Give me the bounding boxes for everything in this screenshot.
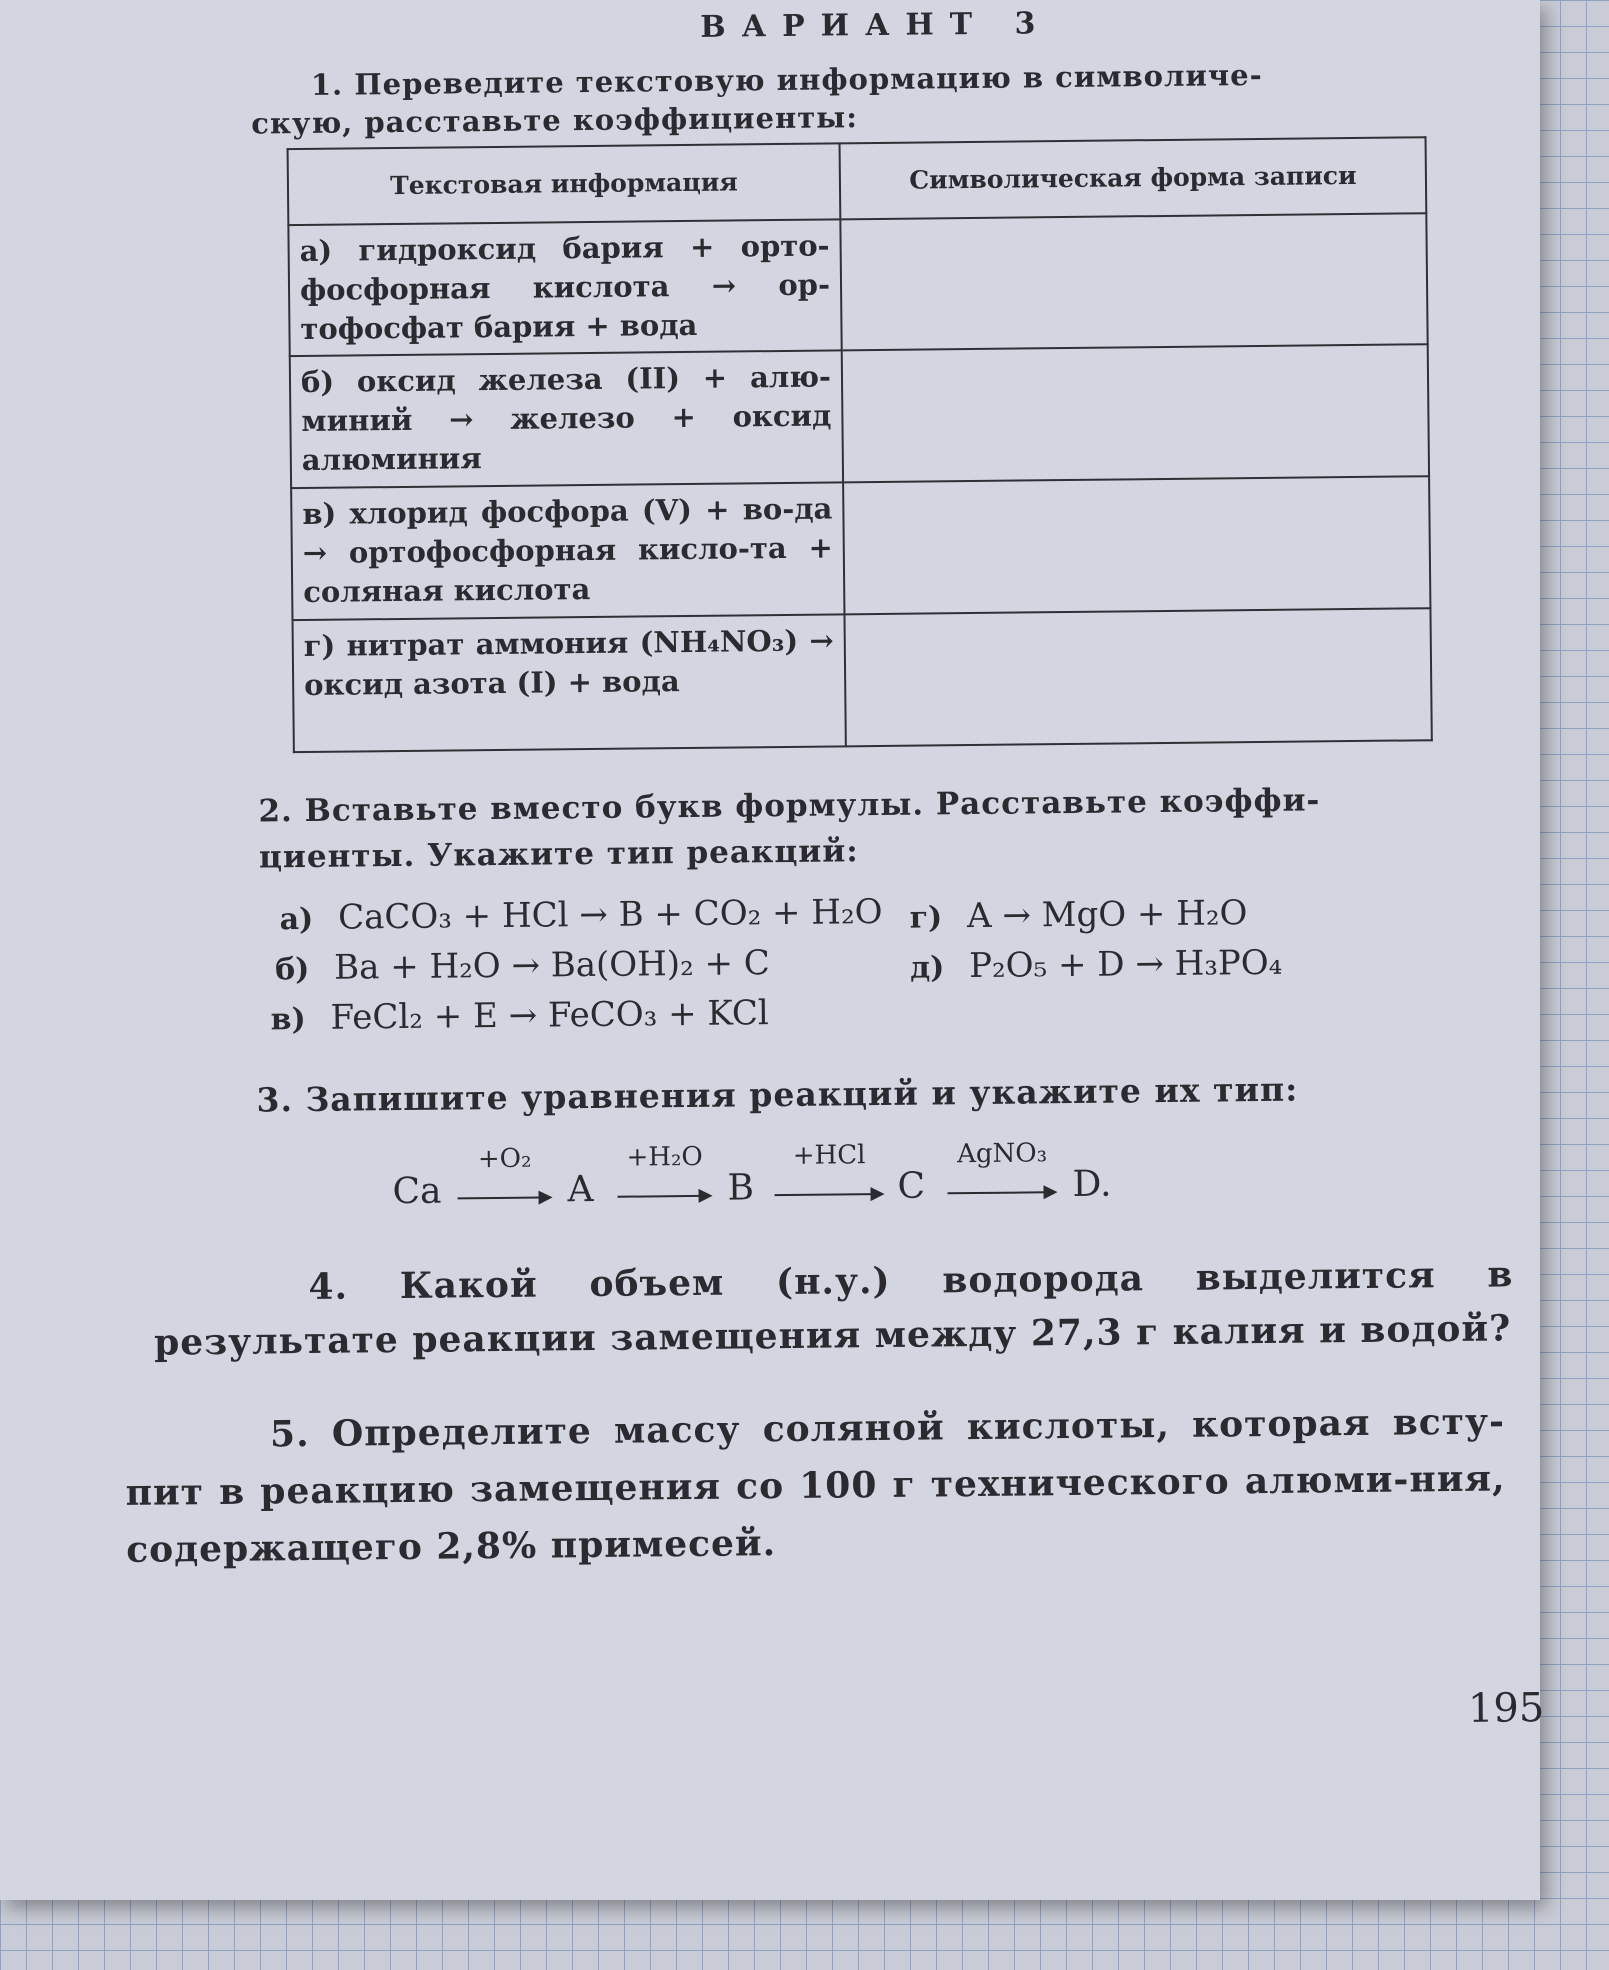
chain-species-d: D. (1072, 1163, 1112, 1205)
row-answer-b (842, 344, 1429, 482)
chain-species-c: C (897, 1165, 926, 1207)
equation-formula: P₂O₅ + D → H₃PO₄ (968, 942, 1283, 987)
chain-species-a: A (567, 1169, 594, 1211)
arrow-label: +H₂O (626, 1141, 703, 1173)
reaction-chain (392, 1137, 1393, 1227)
task1-text-line1: 1. Переведите текстовую информацию в символиче- (310, 57, 1263, 102)
row-answer-a (840, 213, 1427, 350)
task2-text: 2. Вставьте вместо букв формулы. Расставьте коэффи-циенты. Укажите тип реакций: (258, 782, 1321, 876)
chain-arrow-3 (774, 1140, 884, 1207)
equation-label: д) (909, 950, 945, 986)
equation-formula: A → MgO + H₂O (966, 893, 1248, 937)
arrow-shaft (775, 1193, 873, 1196)
arrow-head-icon (1043, 1185, 1057, 1199)
row-answer-v (843, 476, 1430, 614)
arrow-shaft (458, 1197, 541, 1200)
equation-formula: CaCO₃ + HCl → B + CO₂ + H₂O (337, 891, 883, 938)
chain-arrow-1 (457, 1143, 552, 1210)
equation-g (909, 893, 1247, 937)
arrow-label: +HCl (792, 1140, 866, 1171)
table-header-symbolic: Символическая форма записи (840, 137, 1427, 219)
page-number: 195 (1467, 1685, 1545, 1732)
equation-label: а) (279, 901, 314, 938)
row-text-v: в) хлорид фосфора (V) + во-да → ортофосфорная кисло-та + соляная кислота (291, 482, 844, 620)
row-text-g: г) нитрат аммония (NH₄NO₃) → оксид азота (I) + вода (293, 614, 846, 752)
task1-text (251, 54, 1422, 142)
row-text-a: а) гидроксид бария + орто-фосфорная кислота → ор-тофосфат бария + вода (288, 219, 841, 356)
arrow-shaft (948, 1191, 1046, 1194)
chain-arrow-4 (947, 1138, 1057, 1205)
arrow-shaft (618, 1195, 701, 1198)
arrow-head-icon (538, 1190, 552, 1204)
table-header-text: Текстовая информация (288, 143, 841, 225)
equation-v (270, 993, 769, 1038)
equation-b (275, 943, 770, 988)
table-row (290, 344, 1429, 488)
equation-label: в) (270, 1002, 306, 1038)
equation-d (910, 943, 1283, 987)
arrow-head-icon (870, 1187, 884, 1201)
task4-text: 4. Какой объем (н.у.) водорода выделится в результате реакции замещения между 27,3 г калия и водой? (153, 1253, 1514, 1364)
row-answer-g (844, 608, 1431, 746)
table-row (293, 608, 1432, 752)
task1-table (287, 136, 1433, 753)
variant-heading: ВАРИАНТ 3 (700, 6, 1052, 45)
arrow-head-icon (698, 1189, 712, 1203)
page-content (110, 0, 1550, 1880)
chain-arrow-2 (617, 1141, 712, 1209)
chain-species-b: B (727, 1167, 755, 1209)
chain-species-ca: Ca (392, 1170, 442, 1213)
equation-label: г) (909, 900, 943, 936)
arrow-label: AgNO₃ (957, 1138, 1048, 1170)
task5-text: 5. Определите массу соляной кислоты, которая всту-пит в реакцию замещения со 100 г технического алюми-ния, содержащего 2,8% примесей. (125, 1400, 1506, 1571)
table-row (291, 476, 1430, 620)
equation-label: б) (274, 951, 310, 988)
task1-text-line2: скую, расставьте коэффициенты: (251, 100, 859, 141)
task3-text: 3. Запишите уравнения реакций и укажите их тип: (256, 1069, 1299, 1120)
equation-formula: FeCl₂ + E → FeCO₃ + KCl (330, 993, 769, 1038)
equation-formula: Ba + H₂O → Ba(OH)₂ + C (333, 943, 771, 988)
arrow-label: +O₂ (477, 1143, 532, 1175)
table-row (288, 213, 1427, 356)
equation-a (279, 892, 882, 938)
row-text-b: б) оксид железа (II) + алю-миний → железо + оксид алюминия (290, 350, 843, 488)
